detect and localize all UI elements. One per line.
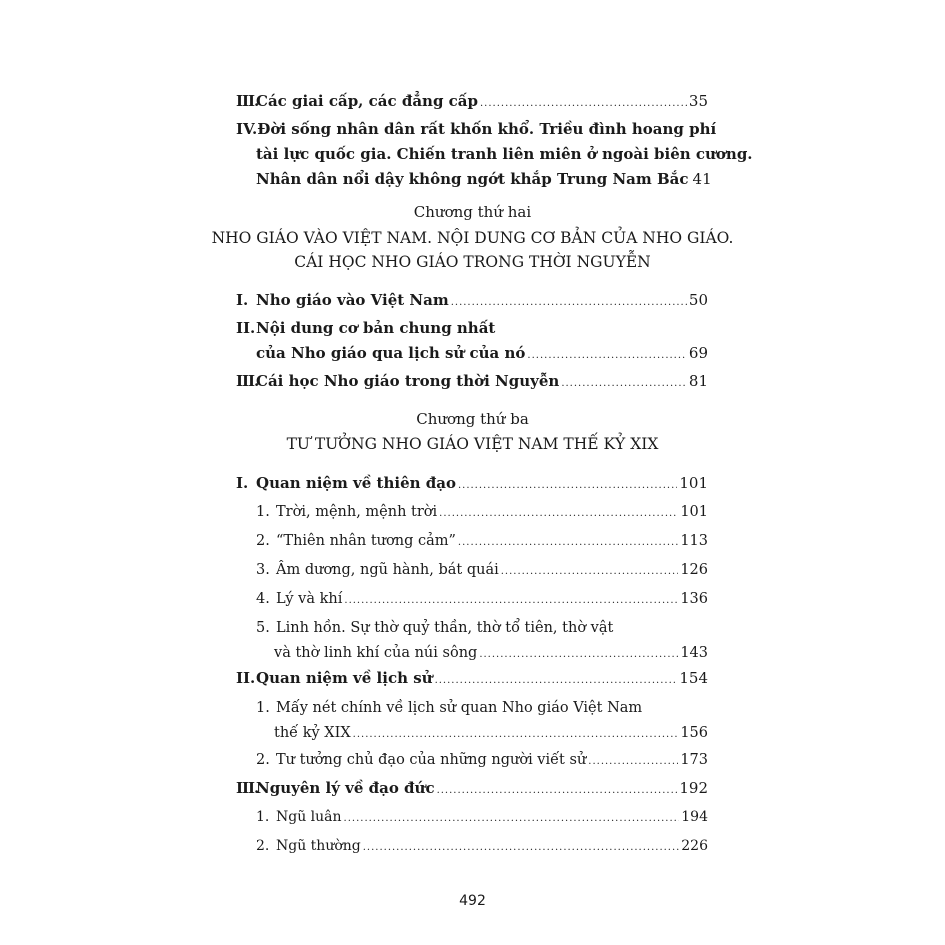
chapter-title-line1: NHO GIÁO VÀO VIỆT NAM. NỘI DUNG CƠ BẢN CỦA NHO GIÁO. bbox=[211, 229, 734, 247]
page-ref: 41 bbox=[692, 170, 712, 188]
entry-number: I. bbox=[236, 474, 249, 492]
page-ref: 69 bbox=[688, 344, 708, 362]
entry-number: 2. bbox=[256, 533, 270, 549]
entry-title: Quan niệm về lịch sử bbox=[256, 669, 433, 687]
entry-title: Nguyên lý về đạo đức bbox=[256, 779, 435, 797]
toc-subentry bbox=[256, 616, 708, 667]
page-ref: 101 bbox=[679, 474, 708, 492]
entry-number: 5. bbox=[256, 620, 270, 636]
toc-entry-ii bbox=[236, 316, 708, 368]
entry-number: IV. bbox=[236, 120, 258, 138]
entry-number: I. bbox=[236, 291, 249, 309]
entry-title: Trời, mệnh, mệnh trời bbox=[276, 504, 438, 520]
toc-entry-i-heaven bbox=[236, 471, 708, 498]
page-ref: 113 bbox=[680, 533, 708, 549]
page-ref: 154 bbox=[679, 669, 708, 687]
chapter-title-line2: CÁI HỌC NHO GIÁO TRONG THỜI NGUYỄN bbox=[294, 253, 651, 271]
entry-title-line2: tài lực quốc gia. Chiến tranh liên miên ở ngoài biên cương. bbox=[256, 145, 753, 163]
toc-entry-iii bbox=[236, 369, 708, 396]
leader-dots bbox=[353, 722, 679, 747]
leader-dots bbox=[527, 343, 686, 368]
entry-title: Cái học Nho giáo trong thời Nguyễn bbox=[256, 372, 560, 390]
entry-title-line2: và thờ linh khí của núi sông bbox=[274, 645, 478, 661]
chapter-label: Chương thứ hai bbox=[413, 203, 532, 221]
toc-subentry bbox=[256, 696, 708, 747]
entry-title: Lý và khí bbox=[276, 591, 343, 607]
entry-title: Ngũ luân bbox=[276, 809, 342, 825]
entry-title-line2: của Nho giáo qua lịch sử của nó bbox=[256, 344, 526, 362]
page-ref: 226 bbox=[681, 838, 708, 854]
entry-title-line1: Mấy nét chính về lịch sử quan Nho giáo Việt Nam bbox=[276, 700, 643, 716]
page-ref: 136 bbox=[680, 591, 708, 607]
toc-entry-i bbox=[236, 288, 708, 315]
leader-dots bbox=[435, 668, 678, 693]
leader-dots bbox=[363, 835, 680, 860]
leader-dots bbox=[439, 501, 678, 526]
entry-title: Ngũ thường bbox=[276, 838, 361, 854]
entry-number: 1. bbox=[256, 504, 270, 520]
leader-dots bbox=[344, 588, 678, 613]
entry-title: Tư tưởng chủ đạo của những người viết sử bbox=[276, 752, 587, 768]
leader-dots bbox=[501, 559, 679, 584]
entry-title: Âm dương, ngũ hành, bát quái bbox=[276, 562, 499, 578]
leader-dots bbox=[437, 778, 678, 803]
entry-number: 4. bbox=[256, 591, 270, 607]
entry-number: III. bbox=[236, 372, 259, 390]
entry-number: 3. bbox=[256, 562, 270, 578]
entry-title-line1: Đời sống nhân dân rất khốn khổ. Triều đình hoang phí bbox=[257, 120, 717, 138]
page-ref: 81 bbox=[688, 372, 708, 390]
toc-subentry bbox=[256, 834, 708, 860]
toc-subentry bbox=[256, 805, 708, 831]
leader-dots bbox=[458, 473, 677, 498]
toc-entry-iii-ethics bbox=[236, 776, 708, 803]
entry-number: II. bbox=[236, 669, 256, 687]
leader-dots bbox=[451, 290, 687, 315]
toc-entry-iv-life bbox=[236, 117, 753, 194]
leader-dots bbox=[479, 642, 678, 667]
leader-dots bbox=[458, 530, 678, 555]
page-ref: 194 bbox=[681, 809, 708, 825]
leader-dots bbox=[588, 749, 678, 774]
leader-dots bbox=[480, 91, 687, 116]
page-ref: 156 bbox=[680, 725, 708, 741]
entry-title-line1: Nội dung cơ bản chung nhất bbox=[256, 319, 496, 337]
page-ref: 192 bbox=[679, 779, 708, 797]
leader-dots bbox=[561, 371, 687, 396]
entry-title: “Thiên nhân tương cảm” bbox=[276, 533, 456, 549]
toc-subentry bbox=[256, 558, 708, 584]
entry-number: III. bbox=[236, 779, 259, 797]
page-ref: 101 bbox=[680, 504, 708, 520]
entry-title-line1: Linh hồn. Sự thờ quỷ thần, thờ tổ tiên, thờ vật bbox=[276, 620, 614, 636]
entry-number: 1. bbox=[256, 700, 270, 716]
leader-dots bbox=[344, 806, 680, 831]
entry-title-line2: thế kỷ XIX bbox=[274, 725, 351, 741]
page-ref: 126 bbox=[680, 562, 708, 578]
page-ref: 143 bbox=[680, 645, 708, 661]
entry-title: Các giai cấp, các đẳng cấp bbox=[256, 92, 478, 110]
toc-subentry bbox=[256, 748, 708, 774]
entry-title: Nho giáo vào Việt Nam bbox=[256, 291, 449, 309]
toc-entry-iii-classes bbox=[236, 89, 708, 116]
toc-subentry bbox=[256, 500, 708, 526]
entry-title: Quan niệm về thiên đạo bbox=[256, 474, 456, 492]
page-ref: 35 bbox=[688, 92, 708, 110]
toc-subentry bbox=[256, 587, 708, 613]
chapter-title: TƯ TƯỞNG NHO GIÁO VIỆT NAM THẾ KỶ XIX bbox=[286, 435, 659, 453]
entry-title-line3: Nhân dân nổi dậy không ngớt khắp Trung Nam Bắc bbox=[256, 170, 689, 188]
entry-number: 2. bbox=[256, 752, 270, 768]
page-ref: 50 bbox=[688, 291, 708, 309]
entry-number: 2. bbox=[256, 838, 270, 854]
entry-number: II. bbox=[236, 319, 256, 337]
page-ref: 173 bbox=[680, 752, 708, 768]
page-number: 492 bbox=[459, 893, 486, 909]
entry-number: III. bbox=[236, 92, 259, 110]
toc-entry-ii-history bbox=[236, 666, 708, 693]
entry-number: 1. bbox=[256, 809, 270, 825]
chapter-label: Chương thứ ba bbox=[416, 410, 529, 428]
toc-subentry bbox=[256, 529, 708, 555]
